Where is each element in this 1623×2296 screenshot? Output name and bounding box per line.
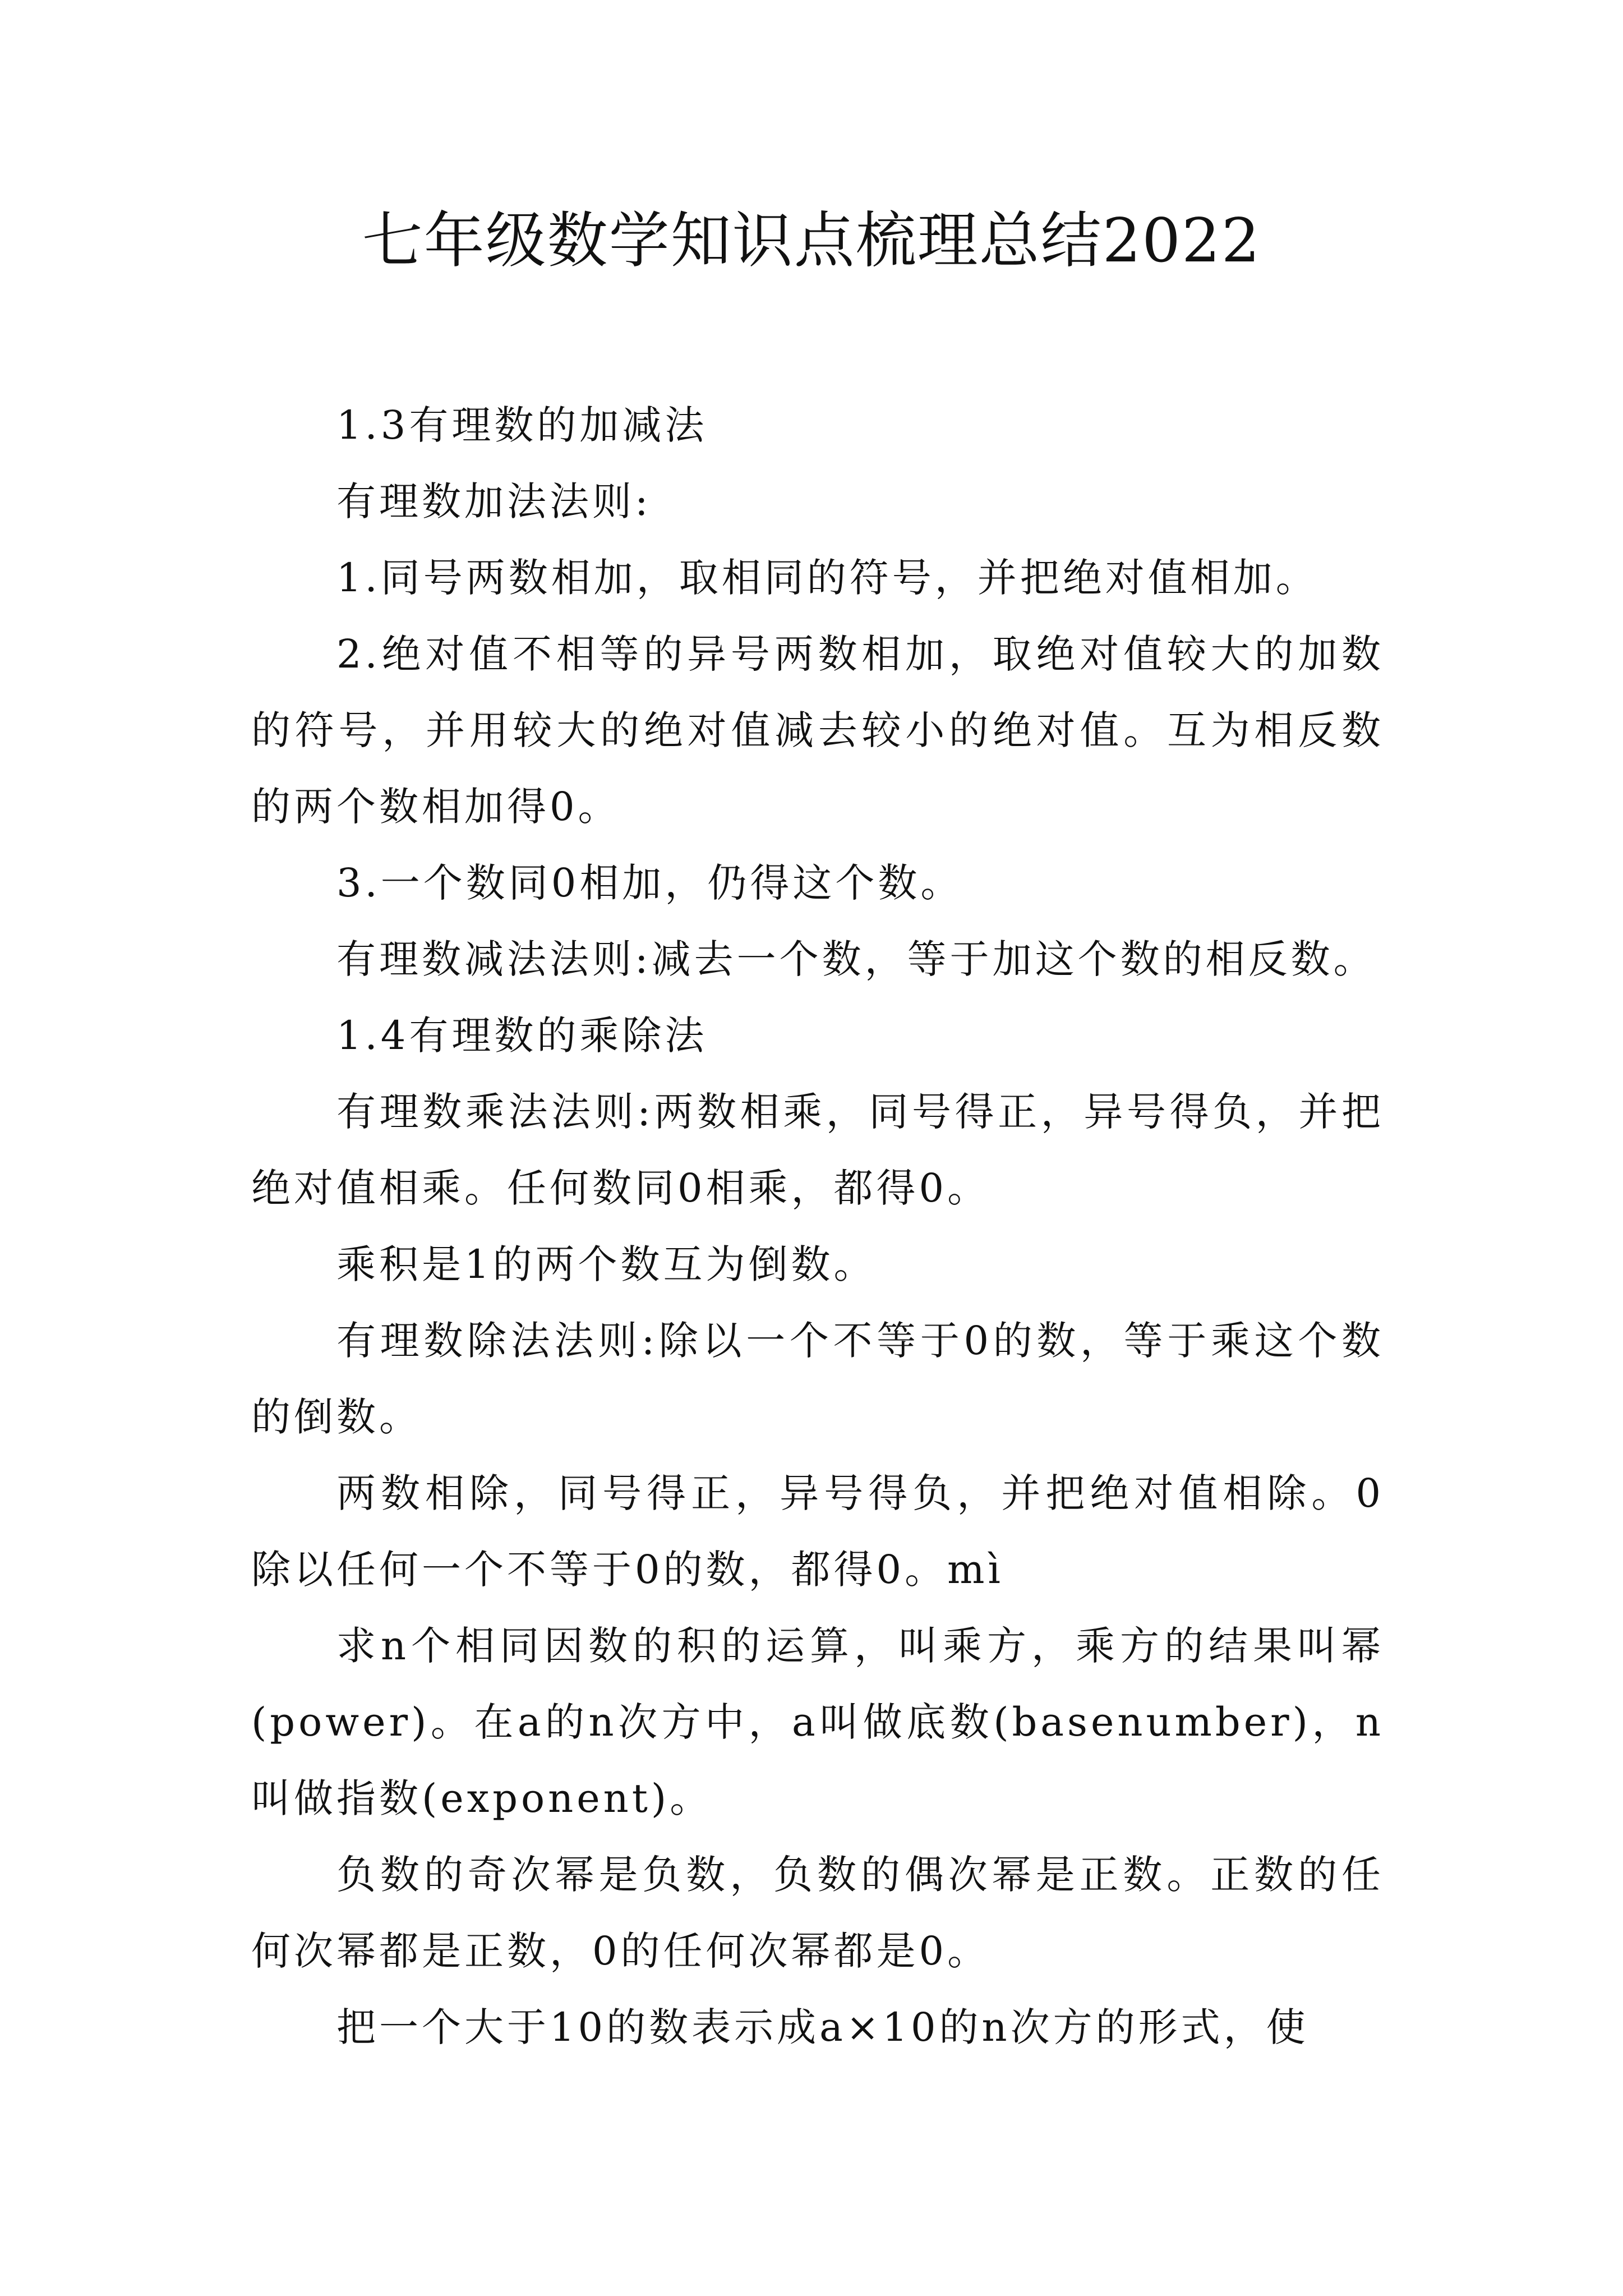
paragraph-14: 把一个大于10的数表示成a×10的n次方的形式，使 — [336, 2004, 1309, 2050]
paragraph-6: 有理数减法法则:减去一个数，等于加这个数的相反数。 — [336, 936, 1376, 982]
paragraph-3: 1.同号两数相加，取相同的符号，并把绝对值相加。 — [336, 555, 1318, 601]
paragraph-10: 有理数除法法则:除以一个不等于0的数，等于乘这个数的倒数。 — [251, 1318, 1384, 1440]
paragraph-11: 两数相除，同号得正，异号得负，并把绝对值相除。0除以任何一个不等于0的数，都得0。mì — [251, 1470, 1384, 1593]
paragraph-5: 3.一个数同0相加，仍得这个数。 — [336, 860, 963, 906]
paragraph-13: 负数的奇次幂是负数，负数的偶次幂是正数。正数的任何次幂都是正数，0的任何次幂都是0。 — [251, 1852, 1384, 1974]
document-title: 七年级数学知识点梳理总结2022 — [362, 206, 1261, 276]
paragraph-7: 1.4有理数的乘除法 — [336, 1013, 708, 1059]
paragraph-12: 求n个相同因数的积的运算，叫乘方，乘方的结果叫幂(power)。在a的n次方中，a叫做底数(basenumber)，n叫做指数(exponent)。 — [251, 1623, 1384, 1821]
paragraph-9: 乘积是1的两个数互为倒数。 — [336, 1241, 877, 1287]
paragraph-8: 有理数乘法法则:两数相乘，同号得正，异号得负，并把绝对值相乘。任何数同0相乘，都得0。 — [251, 1089, 1384, 1211]
paragraph-4: 2.绝对值不相等的异号两数相加，取绝对值较大的加数的符号，并用较大的绝对值减去较小的绝对值。互为相反数的两个数相加得0。 — [251, 631, 1384, 830]
document-body — [251, 387, 1384, 2065]
paragraph-2: 有理数加法法则: — [336, 478, 652, 524]
paragraph-1: 1.3有理数的加减法 — [336, 402, 708, 448]
